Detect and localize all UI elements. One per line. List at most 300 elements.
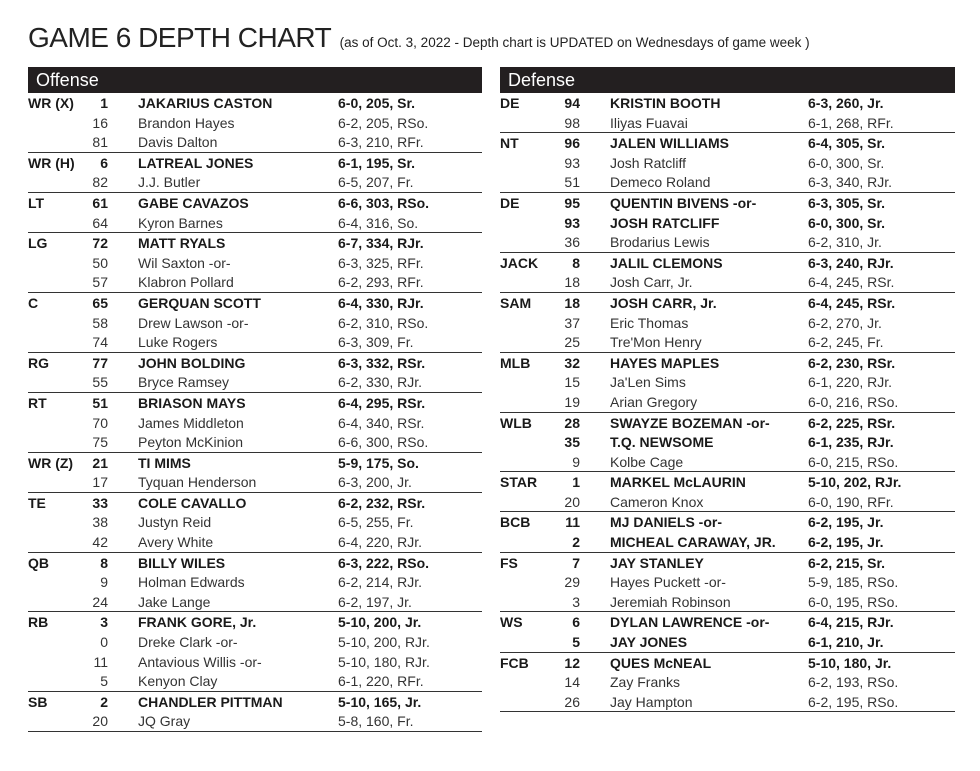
player-name: Bryce Ramsey — [138, 374, 230, 391]
position-group — [28, 692, 482, 732]
player-name: GABE CAVAZOS — [138, 194, 249, 211]
player-info: 6-3, 210, RFr. — [338, 134, 424, 151]
player-info: 6-3, 309, Fr. — [338, 334, 414, 351]
player-name: QUES McNEAL — [610, 654, 712, 671]
player-row — [28, 313, 482, 333]
player-row — [28, 453, 482, 473]
player-info: 6-2, 270, Jr. — [808, 314, 882, 331]
position-group — [28, 93, 482, 153]
position-group — [28, 612, 482, 691]
jersey-number: 42 — [92, 534, 108, 551]
jersey-number: 1 — [572, 474, 580, 491]
player-row — [500, 653, 955, 673]
position-label: DE — [500, 194, 520, 211]
player-row — [28, 272, 482, 292]
jersey-number: 11 — [565, 514, 580, 531]
player-row — [500, 372, 955, 392]
player-row — [500, 272, 955, 292]
jersey-number: 51 — [92, 394, 108, 411]
jersey-number: 51 — [564, 174, 580, 191]
player-info: 6-0, 215, RSo. — [808, 453, 899, 470]
position-label: TE — [28, 494, 46, 511]
jersey-number: 0 — [100, 634, 108, 651]
position-group — [28, 153, 482, 193]
player-info: 6-2, 195, Jr. — [808, 534, 884, 551]
player-row — [28, 153, 482, 173]
player-name: Eric Thomas — [610, 314, 689, 331]
player-name: Jay Hampton — [610, 693, 693, 710]
page-title: GAME 6 DEPTH CHART — [28, 22, 332, 53]
position-label: QB — [28, 554, 49, 571]
player-row — [28, 632, 482, 652]
player-name: Dreke Clark -or- — [138, 634, 238, 651]
player-row — [28, 233, 482, 253]
position-group — [500, 353, 955, 413]
player-info: 6-2, 214, RJr. — [338, 574, 423, 591]
player-info: 6-2, 193, RSo. — [808, 674, 899, 691]
position-label: JACK — [500, 254, 539, 271]
player-info: 5-9, 175, So. — [338, 454, 419, 471]
position-label: DE — [500, 95, 520, 111]
position-label: MLB — [500, 354, 531, 371]
player-name: GERQUAN SCOTT — [138, 294, 261, 311]
jersey-number: 14 — [564, 674, 580, 691]
position-group — [500, 553, 955, 613]
player-row — [500, 512, 955, 532]
jersey-number: 93 — [564, 154, 580, 171]
jersey-number: 3 — [100, 614, 108, 631]
player-row — [500, 133, 955, 153]
player-info: 6-0, 195, RSo. — [808, 593, 899, 610]
player-info: 6-4, 340, RSr. — [338, 414, 425, 431]
player-info: 6-2, 310, RSo. — [338, 314, 429, 331]
player-row — [500, 452, 955, 472]
position-label: RT — [28, 394, 47, 411]
player-row — [28, 213, 482, 233]
player-row — [28, 93, 482, 113]
player-info: 6-2, 293, RFr. — [338, 274, 424, 291]
jersey-number: 81 — [92, 134, 108, 151]
player-row — [500, 592, 955, 612]
position-group — [28, 293, 482, 353]
jersey-number: 65 — [92, 294, 108, 311]
jersey-number: 94 — [564, 95, 580, 111]
player-row — [28, 332, 482, 352]
position-group — [500, 512, 955, 552]
player-name: JQ Gray — [138, 713, 191, 730]
player-name: MICHEAL CARAWAY, JR. — [610, 534, 776, 551]
jersey-number: 58 — [92, 314, 108, 331]
player-name: BILLY WILES — [138, 554, 226, 571]
player-info: 5-9, 185, RSo. — [808, 574, 899, 591]
player-row — [28, 692, 482, 712]
position-label: RB — [28, 614, 49, 631]
player-info: 6-3, 200, Jr. — [338, 474, 412, 491]
jersey-number: 28 — [564, 414, 580, 431]
player-info: 6-4, 245, RSr. — [808, 294, 896, 311]
player-name: JAY JONES — [610, 634, 688, 651]
player-row — [500, 353, 955, 373]
player-name: HAYES MAPLES — [610, 354, 720, 371]
position-label: RG — [28, 354, 49, 371]
player-info: 5-10, 200, RJr. — [338, 634, 430, 651]
player-row — [500, 113, 955, 133]
jersey-number: 2 — [572, 534, 580, 551]
jersey-number: 33 — [92, 494, 108, 511]
jersey-number: 37 — [564, 314, 580, 331]
player-row — [28, 432, 482, 452]
jersey-number: 5 — [100, 673, 108, 690]
position-label: LG — [28, 235, 48, 252]
player-info: 6-3, 240, RJr. — [808, 254, 894, 271]
player-info: 6-2, 310, Jr. — [808, 234, 882, 251]
player-name: Davis Dalton — [138, 134, 218, 151]
player-name: Demeco Roland — [610, 174, 711, 191]
player-info: 6-5, 207, Fr. — [338, 174, 414, 191]
position-group — [28, 233, 482, 293]
player-row — [500, 213, 955, 233]
position-label: NT — [500, 135, 519, 152]
defense-header: Defense — [500, 67, 955, 93]
player-info: 6-2, 197, Jr. — [338, 593, 412, 610]
player-info: 6-3, 305, Sr. — [808, 194, 886, 211]
jersey-number: 18 — [564, 274, 580, 291]
player-info: 6-3, 222, RSo. — [338, 554, 430, 571]
player-name: JALIL CLEMONS — [610, 254, 723, 271]
position-group — [28, 553, 482, 613]
position-group — [500, 293, 955, 353]
jersey-number: 18 — [564, 294, 580, 311]
player-row — [28, 113, 482, 133]
player-info: 6-2, 215, Sr. — [808, 554, 886, 571]
player-name: LATREAL JONES — [138, 154, 254, 171]
player-info: 6-2, 245, Fr. — [808, 334, 884, 351]
jersey-number: 26 — [564, 693, 580, 710]
player-row — [500, 532, 955, 552]
player-row — [500, 232, 955, 252]
player-info: 6-4, 220, RJr. — [338, 534, 423, 551]
player-name: Kenyon Clay — [138, 673, 218, 690]
player-row — [28, 353, 482, 373]
position-group — [28, 193, 482, 233]
position-label: WLB — [500, 414, 532, 431]
player-row — [28, 472, 482, 492]
player-name: Avery White — [138, 534, 214, 551]
position-label: STAR — [500, 474, 538, 491]
player-row — [28, 711, 482, 731]
jersey-number: 36 — [564, 234, 580, 251]
jersey-number: 2 — [100, 693, 108, 710]
player-row — [28, 132, 482, 152]
position-label: FCB — [500, 654, 529, 671]
player-row — [28, 293, 482, 313]
player-row — [500, 612, 955, 632]
player-info: 5-8, 160, Fr. — [338, 713, 414, 730]
jersey-number: 25 — [564, 334, 580, 351]
player-name: Peyton McKinion — [138, 434, 244, 451]
player-row — [500, 293, 955, 313]
player-name: QUENTIN BIVENS -or- — [610, 194, 757, 211]
position-label: WR (H) — [28, 154, 75, 171]
position-group — [500, 133, 955, 193]
position-group — [500, 413, 955, 473]
player-info: 6-2, 225, RSr. — [808, 414, 896, 431]
position-group — [28, 493, 482, 553]
jersey-number: 57 — [92, 274, 108, 291]
jersey-number: 95 — [564, 194, 580, 211]
position-label: LT — [28, 194, 45, 211]
player-info: 6-2, 330, RJr. — [338, 374, 423, 391]
player-row — [500, 172, 955, 192]
jersey-number: 12 — [564, 654, 580, 671]
player-name: James Middleton — [138, 414, 244, 431]
player-name: Jake Lange — [138, 593, 211, 610]
jersey-number: 82 — [92, 174, 108, 191]
position-label: BCB — [500, 514, 531, 531]
player-name: JALEN WILLIAMS — [610, 135, 729, 152]
page-subtitle: (as of Oct. 3, 2022 - Depth chart is UPDATED on Wednesdays of game week ) — [339, 35, 810, 50]
player-name: J.J. Butler — [138, 174, 201, 191]
jersey-number: 50 — [92, 254, 108, 271]
player-info: 6-2, 230, RSr. — [808, 354, 896, 371]
player-row — [28, 592, 482, 612]
player-info: 5-10, 202, RJr. — [808, 474, 902, 491]
player-name: Wil Saxton -or- — [138, 254, 231, 271]
player-name: JAY STANLEY — [610, 554, 704, 571]
position-group — [500, 93, 955, 133]
player-name: FRANK GORE, Jr. — [138, 614, 257, 631]
position-group — [500, 193, 955, 253]
player-row — [500, 672, 955, 692]
jersey-number: 61 — [92, 194, 108, 211]
player-info: 6-3, 325, RFr. — [338, 254, 424, 271]
player-info: 6-0, 300, Sr. — [808, 214, 886, 231]
page-title-block — [28, 22, 810, 54]
jersey-number: 96 — [564, 135, 580, 152]
jersey-number: 8 — [572, 254, 580, 271]
jersey-number: 1 — [100, 95, 108, 111]
player-row — [500, 392, 955, 412]
player-row — [500, 472, 955, 492]
player-info: 6-0, 190, RFr. — [808, 493, 894, 510]
jersey-number: 72 — [92, 235, 108, 252]
player-info: 6-1, 268, RFr. — [808, 114, 894, 131]
jersey-number: 15 — [564, 374, 580, 391]
player-row — [28, 172, 482, 192]
player-row — [28, 493, 482, 513]
player-name: SWAYZE BOZEMAN -or- — [610, 414, 770, 431]
player-name: COLE CAVALLO — [138, 494, 247, 511]
jersey-number: 77 — [92, 354, 108, 371]
player-name: MJ DANIELS -or- — [610, 514, 722, 531]
jersey-number: 55 — [92, 374, 108, 391]
player-name: Luke Rogers — [138, 334, 218, 351]
player-name: Holman Edwards — [138, 574, 245, 591]
player-info: 6-4, 295, RSr. — [338, 394, 426, 411]
player-info: 6-0, 300, Sr. — [808, 154, 885, 171]
position-label: C — [28, 294, 39, 311]
player-name: Kolbe Cage — [610, 453, 684, 470]
player-name: T.Q. NEWSOME — [610, 434, 714, 451]
player-name: Tyquan Henderson — [138, 474, 257, 491]
player-row — [28, 553, 482, 573]
player-row — [500, 413, 955, 433]
player-row — [28, 393, 482, 413]
jersey-number: 29 — [564, 574, 580, 591]
position-label: SAM — [500, 294, 532, 311]
player-name: JAKARIUS CASTON — [138, 95, 273, 111]
player-row — [500, 93, 955, 113]
jersey-number: 17 — [92, 474, 108, 491]
player-info: 6-1, 220, RJr. — [808, 374, 893, 391]
jersey-number: 9 — [100, 574, 108, 591]
player-info: 6-2, 232, RSr. — [338, 494, 426, 511]
player-name: Arian Gregory — [610, 393, 698, 410]
position-group — [28, 353, 482, 393]
player-row — [500, 432, 955, 452]
player-row — [28, 572, 482, 592]
jersey-number: 16 — [92, 114, 108, 131]
position-group — [500, 472, 955, 512]
player-name: Jeremiah Robinson — [610, 593, 731, 610]
player-row — [28, 512, 482, 532]
player-info: 6-2, 205, RSo. — [338, 114, 429, 131]
jersey-number: 35 — [564, 434, 580, 451]
player-info: 6-4, 330, RJr. — [338, 294, 424, 311]
player-row — [500, 313, 955, 333]
player-name: MATT RYALS — [138, 235, 226, 252]
jersey-number: 6 — [572, 614, 580, 631]
player-row — [500, 253, 955, 273]
player-info: 6-1, 210, Jr. — [808, 634, 884, 651]
player-info: 6-3, 340, RJr. — [808, 174, 893, 191]
jersey-number: 64 — [92, 214, 108, 231]
player-name: CHANDLER PITTMAN — [138, 693, 283, 710]
player-info: 6-0, 205, Sr. — [338, 95, 416, 111]
player-info: 5-10, 180, RJr. — [338, 653, 430, 670]
offense-header: Offense — [28, 67, 482, 93]
player-name: MARKEL McLAURIN — [610, 474, 746, 491]
player-name: Justyn Reid — [138, 514, 212, 531]
jersey-number: 5 — [572, 634, 580, 651]
player-row — [28, 652, 482, 672]
player-row — [28, 612, 482, 632]
player-name: KRISTIN BOOTH — [610, 95, 721, 111]
jersey-number: 20 — [564, 493, 580, 510]
jersey-number: 98 — [564, 114, 580, 131]
player-info: 6-5, 255, Fr. — [338, 514, 414, 531]
position-group — [500, 612, 955, 652]
player-row — [28, 193, 482, 213]
position-label: FS — [500, 554, 518, 571]
jersey-number: 3 — [572, 593, 580, 610]
player-name: Josh Ratcliff — [610, 154, 686, 171]
player-name: Ja'Len Sims — [610, 374, 686, 391]
player-info: 6-7, 334, RJr. — [338, 235, 424, 252]
player-name: JOSH CARR, Jr. — [610, 294, 717, 311]
player-row — [500, 632, 955, 652]
player-name: Brodarius Lewis — [610, 234, 710, 251]
player-name: Iliyas Fuavai — [610, 114, 688, 131]
offense-panel — [28, 67, 482, 732]
defense-panel — [500, 67, 955, 712]
player-row — [500, 193, 955, 213]
player-info: 6-2, 195, RSo. — [808, 693, 899, 710]
jersey-number: 19 — [564, 393, 580, 410]
player-row — [28, 532, 482, 552]
player-name: Kyron Barnes — [138, 214, 223, 231]
defense-groups — [500, 93, 955, 712]
jersey-number: 11 — [93, 653, 108, 670]
player-row — [500, 332, 955, 352]
jersey-number: 20 — [92, 713, 108, 730]
player-info: 5-10, 180, Jr. — [808, 654, 892, 671]
player-row — [28, 671, 482, 691]
jersey-number: 6 — [100, 154, 108, 171]
offense-groups — [28, 93, 482, 732]
player-name: Drew Lawson -or- — [138, 314, 249, 331]
player-info: 6-3, 260, Jr. — [808, 95, 884, 111]
player-info: 6-4, 215, RJr. — [808, 614, 894, 631]
player-row — [500, 492, 955, 512]
player-info: 6-0, 216, RSo. — [808, 393, 899, 410]
position-label: WR (X) — [28, 95, 74, 111]
jersey-number: 7 — [572, 554, 580, 571]
position-label: WR (Z) — [28, 454, 74, 471]
player-info: 6-1, 195, Sr. — [338, 154, 416, 171]
player-info: 5-10, 200, Jr. — [338, 614, 422, 631]
jersey-number: 9 — [572, 453, 580, 470]
player-row — [500, 692, 955, 712]
player-name: Tre'Mon Henry — [610, 334, 702, 351]
jersey-number: 93 — [564, 214, 580, 231]
player-info: 6-4, 316, So. — [338, 214, 419, 231]
player-row — [500, 153, 955, 173]
jersey-number: 38 — [92, 514, 108, 531]
player-row — [28, 413, 482, 433]
player-name: Hayes Puckett -or- — [610, 574, 726, 591]
player-row — [500, 572, 955, 592]
jersey-number: 74 — [92, 334, 108, 351]
player-info: 6-6, 303, RSo. — [338, 194, 430, 211]
player-name: Zay Franks — [610, 674, 681, 691]
jersey-number: 32 — [564, 354, 580, 371]
player-info: 6-3, 332, RSr. — [338, 354, 426, 371]
player-row — [500, 553, 955, 573]
player-info: 6-6, 300, RSo. — [338, 434, 429, 451]
jersey-number: 21 — [92, 454, 108, 471]
player-row — [28, 253, 482, 273]
position-group — [500, 653, 955, 713]
player-info: 6-2, 195, Jr. — [808, 514, 884, 531]
player-name: TI MIMS — [138, 454, 191, 471]
position-group — [500, 253, 955, 293]
player-name: Klabron Pollard — [138, 274, 234, 291]
player-name: JOSH RATCLIFF — [610, 214, 720, 231]
jersey-number: 24 — [92, 593, 108, 610]
position-label: WS — [500, 614, 523, 631]
position-group — [28, 453, 482, 493]
player-name: BRIASON MAYS — [138, 394, 246, 411]
player-info: 6-4, 245, RSr. — [808, 274, 895, 291]
player-name: DYLAN LAWRENCE -or- — [610, 614, 770, 631]
player-info: 6-4, 305, Sr. — [808, 135, 886, 152]
player-name: JOHN BOLDING — [138, 354, 246, 371]
player-info: 6-1, 235, RJr. — [808, 434, 894, 451]
player-info: 6-1, 220, RFr. — [338, 673, 424, 690]
jersey-number: 8 — [100, 554, 108, 571]
player-info: 5-10, 165, Jr. — [338, 693, 422, 710]
